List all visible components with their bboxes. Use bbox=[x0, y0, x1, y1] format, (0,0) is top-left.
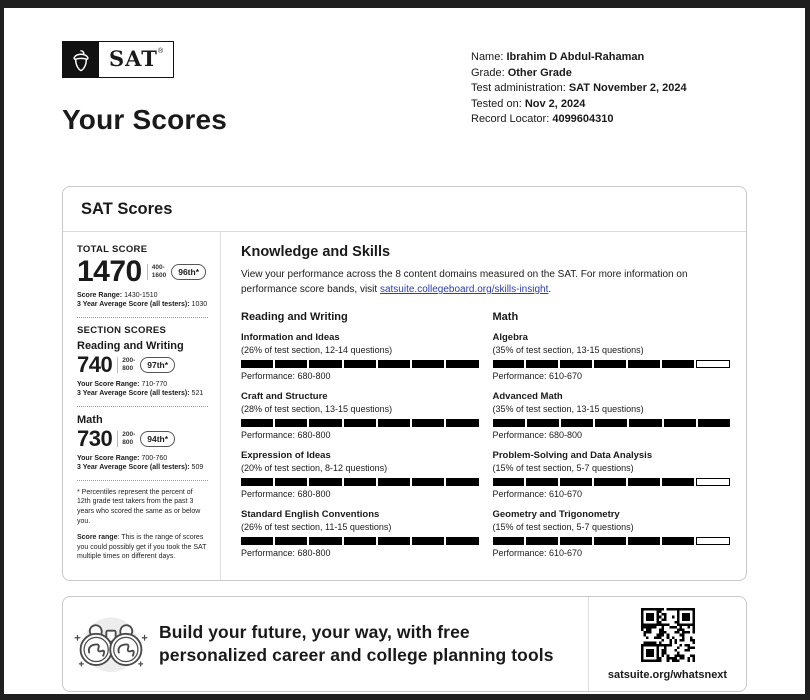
bar-segment-filled bbox=[344, 537, 376, 545]
bar-segment-filled bbox=[493, 478, 525, 486]
bar-segment-filled bbox=[446, 419, 478, 427]
bar-segment-filled bbox=[594, 360, 626, 368]
info-administration: Test administration: SAT November 2, 2024 bbox=[471, 82, 687, 95]
skill-detail: (15% of test section, 5-7 questions) bbox=[492, 522, 634, 533]
banner-headline: Build your future, your way, with free personalized career and college planning tools bbox=[159, 622, 554, 666]
bar-segment-filled bbox=[698, 419, 730, 427]
bar-segment-filled bbox=[526, 537, 558, 545]
bar-segment-filled bbox=[493, 419, 525, 427]
percentile-badge: 97th* bbox=[140, 357, 175, 373]
skills-column-math: Math Algebra (35% of test section, 13-15 questions) Performance: 610-670 Advanced Math (35% of test section, 13-15 questions) Performance: 680-800 Problem-Solving and Data Analysis (15% of test section, 5-7 questions) Performance: 610-670 Geometry and Trigonometry (15% of test section, 5-7 questions) Performance: 610-670 bbox=[493, 311, 731, 568]
bar-segment-filled bbox=[560, 478, 592, 486]
bar-segment-filled bbox=[309, 360, 341, 368]
bar-segment-filled bbox=[629, 419, 661, 427]
info-tested-on: Tested on: Nov 2, 2024 bbox=[471, 97, 586, 110]
skill-performance: Performance: 610-670 bbox=[492, 371, 583, 382]
skill-detail: (35% of test section, 13-15 questions) bbox=[492, 345, 644, 356]
sat-logo bbox=[62, 41, 174, 78]
bar-segment-filled bbox=[662, 360, 694, 368]
bar-segment-filled bbox=[309, 419, 341, 427]
bar-segment-filled bbox=[275, 419, 307, 427]
performance-bar bbox=[493, 478, 731, 486]
bar-segment-filled bbox=[560, 360, 592, 368]
report-header bbox=[4, 8, 805, 136]
qr-link-label: satsuite.org/whatsnext bbox=[607, 668, 728, 681]
rw-avg-score: 3 Year Average Score (all testers): 521 bbox=[77, 390, 204, 398]
scores-card-title: SAT Scores bbox=[63, 187, 746, 232]
bar-segment-filled bbox=[344, 360, 376, 368]
bar-segment-filled bbox=[344, 478, 376, 486]
performance-bar bbox=[493, 360, 731, 368]
bar-segment-filled bbox=[664, 419, 696, 427]
performance-bar bbox=[493, 419, 731, 427]
bar-segment-filled bbox=[241, 478, 273, 486]
sat-scores-card bbox=[62, 186, 747, 581]
knowledge-and-skills bbox=[221, 232, 746, 580]
acorn-icon bbox=[63, 42, 99, 77]
bar-segment-filled bbox=[275, 360, 307, 368]
percentile-badge: 96th* bbox=[171, 264, 206, 280]
skill-detail: (20% of test section, 8-12 questions) bbox=[241, 463, 388, 474]
qr-code bbox=[641, 608, 695, 662]
bar-segment-filled bbox=[412, 360, 444, 368]
info-name: Name: Ibrahim D Abdul-Rahaman bbox=[471, 51, 645, 63]
bar-segment-filled bbox=[412, 419, 444, 427]
divider bbox=[77, 406, 208, 407]
bar-segment-filled bbox=[378, 419, 410, 427]
bar-segment-filled bbox=[344, 419, 376, 427]
bar-segment-filled bbox=[628, 537, 660, 545]
score-summary-sidebar bbox=[63, 232, 221, 580]
section-score-math: Math 730 200- 800 94th* Your Score Range: 700-760 3 Year Average Score (all testers): 509 bbox=[77, 414, 208, 473]
section-scores-heading: SECTION SCORES bbox=[77, 324, 167, 336]
skill-name: Expression of Ideas bbox=[241, 450, 331, 462]
bar-segment-filled bbox=[493, 360, 525, 368]
bar-segment-filled bbox=[561, 419, 593, 427]
bar-segment-empty bbox=[696, 537, 730, 545]
percentile-badge: 94th* bbox=[140, 431, 175, 447]
promo-banner bbox=[62, 596, 747, 692]
skill-performance: Performance: 680-800 bbox=[241, 430, 331, 441]
knowledge-title: Knowledge and Skills bbox=[241, 244, 391, 260]
bar-segment-filled bbox=[241, 419, 273, 427]
math-score-range: Your Score Range: 700-760 bbox=[77, 454, 168, 462]
divider bbox=[77, 480, 208, 481]
bar-segment-empty bbox=[696, 360, 730, 368]
math-avg-score: 3 Year Average Score (all testers): 509 bbox=[77, 464, 204, 472]
sat-logo-text bbox=[99, 42, 173, 77]
skills-insight-link[interactable]: satsuite.collegeboard.org/skills-insight bbox=[379, 284, 549, 295]
skill-detail: (26% of test section, 11-15 questions) bbox=[241, 522, 392, 533]
skill-name: Craft and Structure bbox=[241, 391, 328, 403]
math-score-scale: 200- 800 bbox=[117, 431, 135, 447]
total-avg-score: 3 Year Average Score (all testers): 1030 bbox=[77, 301, 208, 309]
bar-segment-filled bbox=[412, 537, 444, 545]
performance-bar bbox=[493, 537, 731, 545]
bar-segment-empty bbox=[696, 478, 730, 486]
bar-segment-filled bbox=[662, 478, 694, 486]
skills-grid bbox=[241, 311, 730, 568]
binoculars-icon bbox=[63, 597, 159, 691]
bar-segment-filled bbox=[594, 537, 626, 545]
skill-detail: (15% of test section, 5-7 questions) bbox=[492, 463, 634, 474]
rw-score-value: 740 bbox=[77, 351, 113, 377]
performance-bar bbox=[241, 478, 479, 486]
skill-detail: (35% of test section, 13-15 questions) bbox=[492, 404, 644, 415]
bar-segment-filled bbox=[309, 537, 341, 545]
skill-name: Advanced Math bbox=[492, 391, 563, 403]
scores-card-body bbox=[63, 232, 746, 580]
banner-qr-section bbox=[588, 597, 746, 691]
performance-bar bbox=[241, 360, 479, 368]
bar-segment-filled bbox=[446, 360, 478, 368]
rw-score-scale: 200- 800 bbox=[117, 357, 135, 373]
total-score-scale: 400- 1600 bbox=[147, 264, 166, 280]
skill-detail: (26% of test section, 12-14 questions) bbox=[241, 345, 393, 356]
skill-performance: Performance: 680-800 bbox=[241, 489, 331, 500]
score-report-page bbox=[4, 8, 805, 694]
registered-mark: ® bbox=[157, 48, 164, 55]
skill-performance: Performance: 680-800 bbox=[241, 371, 331, 382]
bar-segment-filled bbox=[446, 478, 478, 486]
bar-segment-filled bbox=[241, 360, 273, 368]
skill-detail: (28% of test section, 13-15 questions) bbox=[241, 404, 393, 415]
bar-segment-filled bbox=[378, 478, 410, 486]
skill-item bbox=[241, 450, 479, 499]
bar-segment-filled bbox=[526, 360, 558, 368]
skill-performance: Performance: 610-670 bbox=[492, 548, 583, 559]
skill-item bbox=[493, 332, 731, 381]
bar-segment-filled bbox=[446, 537, 478, 545]
bar-segment-filled bbox=[275, 537, 307, 545]
total-score-value: 1470 bbox=[77, 255, 142, 288]
performance-bar bbox=[241, 537, 479, 545]
skill-name: Information and Ideas bbox=[241, 332, 340, 343]
bar-segment-filled bbox=[662, 537, 694, 545]
math-score-value: 730 bbox=[77, 425, 113, 451]
performance-bar bbox=[241, 419, 479, 427]
info-grade: Grade: Other Grade bbox=[471, 66, 572, 79]
skill-name: Problem-Solving and Data Analysis bbox=[492, 450, 653, 462]
knowledge-intro: View your performance across the 8 content domains measured on the SAT. For more information on performance score bands, visit satsuite.collegeboard.org/skills-insight. bbox=[241, 269, 688, 295]
skill-name: Standard English Conventions bbox=[241, 509, 380, 521]
divider bbox=[77, 317, 208, 318]
section-score-reading-writing: Reading and Writing 740 200- 800 97th* Your Score Range: 710-770 3 Year Average Score (all testers): 521 bbox=[77, 340, 208, 399]
bar-segment-filled bbox=[628, 360, 660, 368]
student-info bbox=[471, 41, 749, 136]
bar-segment-filled bbox=[628, 478, 660, 486]
skill-name: Geometry and Trigonometry bbox=[492, 509, 620, 521]
bar-segment-filled bbox=[241, 537, 273, 545]
footnote-score-range: Score range: This is the range of scores you could possibly get if you took the SAT multiple times on different days. bbox=[77, 533, 207, 561]
bar-segment-filled bbox=[412, 478, 444, 486]
skill-item bbox=[241, 509, 479, 558]
bar-segment-filled bbox=[378, 360, 410, 368]
bar-segment-filled bbox=[560, 537, 592, 545]
bar-segment-filled bbox=[527, 419, 559, 427]
skill-name: Algebra bbox=[492, 332, 528, 343]
header-left bbox=[62, 41, 227, 136]
bar-segment-filled bbox=[526, 478, 558, 486]
bar-segment-filled bbox=[493, 537, 525, 545]
skill-item bbox=[493, 509, 731, 558]
skill-item bbox=[241, 332, 479, 381]
total-score-label: TOTAL SCORE bbox=[77, 244, 148, 255]
skill-item bbox=[241, 391, 479, 440]
info-record-locator: Record Locator: 4099604310 bbox=[471, 113, 614, 126]
skill-performance: Performance: 680-800 bbox=[492, 430, 583, 441]
skill-performance: Performance: 680-800 bbox=[241, 548, 331, 559]
skill-performance: Performance: 610-670 bbox=[492, 489, 583, 500]
bar-segment-filled bbox=[275, 478, 307, 486]
skills-column-reading-writing: Reading and Writing Information and Ideas (26% of test section, 12-14 questions) Performance: 680-800 Craft and Structure (28% of test section, 13-15 questions) Performance: 680-800 Expression of Ideas (20% of test section, 8-12 questions) Performance: 680-800 Standard English Conventions (26% of test section, 11-15 questions) Performance: 680-800 bbox=[241, 311, 479, 568]
bar-segment-filled bbox=[378, 537, 410, 545]
bar-segment-filled bbox=[594, 478, 626, 486]
sat-logo-word: SAT bbox=[109, 46, 158, 71]
total-score-row bbox=[77, 257, 208, 287]
bar-segment-filled bbox=[309, 478, 341, 486]
footnote-percentiles: * Percentiles represent the percent of 12th grade test takers from the past 3 years who scored the same as or below you. bbox=[77, 488, 201, 526]
bar-segment-filled bbox=[595, 419, 627, 427]
total-score-range: Score Range: 1430-1510 bbox=[77, 292, 158, 299]
skill-item bbox=[493, 450, 731, 499]
page-title: Your Scores bbox=[62, 104, 228, 135]
skill-item bbox=[493, 391, 731, 440]
rw-score-range: Your Score Range: 710-770 bbox=[77, 380, 168, 388]
